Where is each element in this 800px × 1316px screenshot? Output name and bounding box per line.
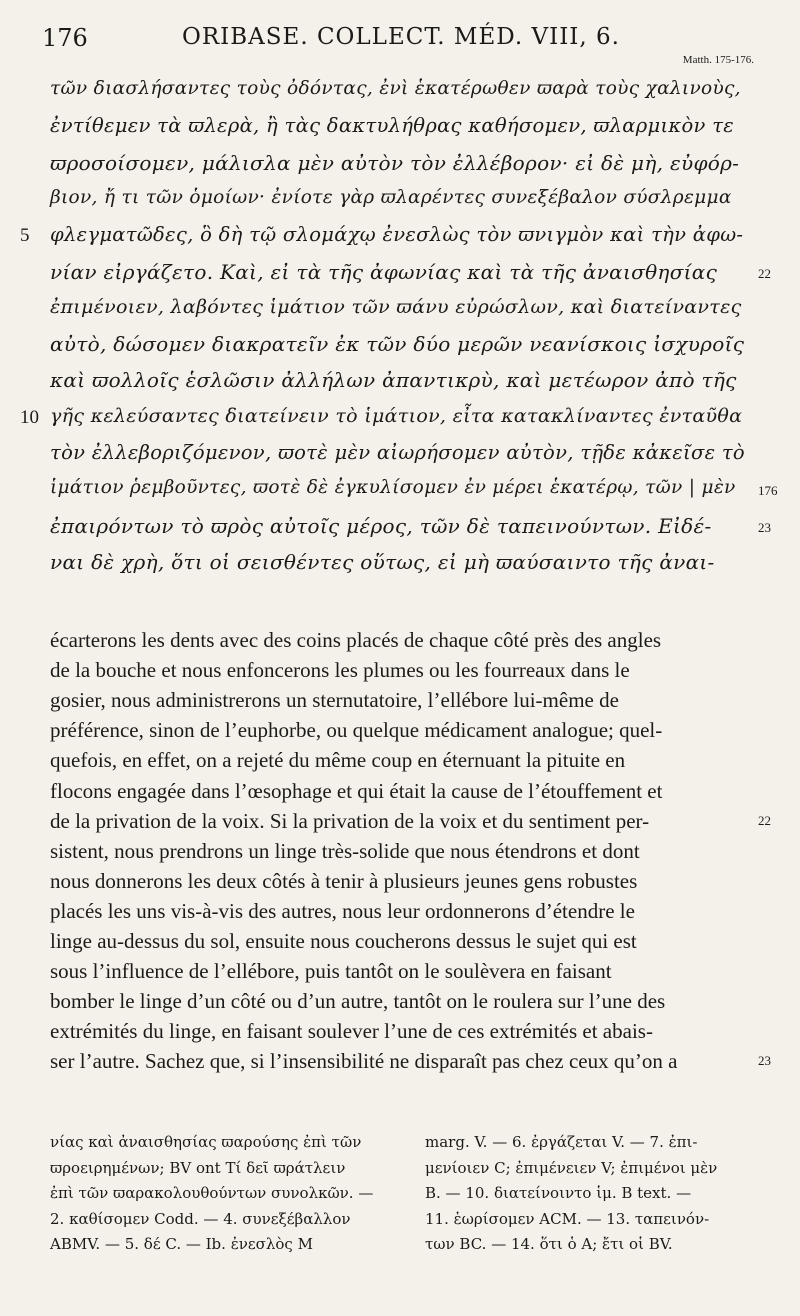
greek-line: γῆς κελεύσαντες διατείνειν τὸ ἱμάτιον, εἶτα κατακλίναντες ἐνταῦθα [50, 404, 743, 427]
margin-reference: 23 [758, 519, 771, 535]
french-line: ser l’autre. Sachez que, si l’insensibilité ne disparaît pas chez ceux qu’on a [50, 1049, 678, 1074]
note-line-left: νίας καὶ ἀναισθησίας ϖαρούσης ἐπὶ τῶν [50, 1133, 362, 1151]
edition-reference: Matth. 175-176. [682, 54, 754, 66]
note-line-right: 11. ἑωρίσομεν ACM. — 13. ταπεινόν- [425, 1209, 710, 1228]
french-line: préférence, sinon de l’euphorbe, ou quelque médicament analogue; quel- [50, 718, 663, 743]
french-line: de la privation de la voix. Si la privation de la voix et du sentiment per- [50, 808, 650, 833]
page-header [42, 24, 762, 66]
french-line: extrémités du linge, en faisant soulever l’une de ces extrémités et abais- [50, 1019, 653, 1044]
french-line: linge au-dessus du sol, ensuite nous coucherons dessus le sujet qui est [50, 929, 637, 953]
french-line: sistent, nous prendrons un linge très-solide que nous étendrons et dont [50, 838, 640, 863]
french-line: écarterons les dents avec des coins placés de chaque côté près des angles [50, 628, 662, 652]
french-line: de la bouche et nous enfoncerons les plumes ou les fourreaux dans le [50, 658, 630, 683]
greek-line: καὶ ϖολλοῖς ἑσλῶσιν ἀλλήλων ἀπαντικρὺ, καὶ μετέωρον ἀπὸ τῆς [50, 368, 737, 393]
note-line-right: μενίοιεν C; ἐπιμένειεν V; ἐπιμένοι μὲν [425, 1158, 718, 1177]
greek-line: φλεγματῶδες, ὃ δὴ τῷ σλομάχῳ ἐνεσλὼς τὸν ϖνιγμὸν καὶ τὴν ἀφω- [50, 223, 744, 247]
note-line-left: 2. καθίσομεν Codd. — 4. συνεξέβαλλον [50, 1209, 351, 1228]
note-line-left: ἐπὶ τῶν ϖαρακολουθούντων συνολκῶν. — [50, 1184, 374, 1202]
margin-reference: 22 [758, 265, 771, 281]
greek-line: ἱμάτιον ῥεμβοῦντες, ϖοτὲ δὲ ἐγκυλίσομεν ἐν μέρει ἑκατέρῳ, τῶν | μὲν [50, 477, 736, 499]
greek-line: βιον, ἤ τι τῶν ὁμοίων· ἐνίοτε γὰρ ϖλαρέντες συνεξέβαλον σύσλρεμμα [50, 186, 732, 208]
note-line-left: ϖροειρημένων; BV ont Τί δεῖ ϖράτλειν [50, 1158, 346, 1177]
greek-line: αὐτὸ, δώσομεν διακρατεῖν ἐκ τῶν δύο μερῶν νεανίσκοις ἰσχυροῖς [50, 332, 745, 357]
greek-line: ναι δὲ χρὴ, ὅτι οἱ σεισθέντες οὕτως, εἰ μὴ ϖαύσαιντο τῆς ἀναι- [50, 549, 715, 574]
margin-reference: 23 [758, 1053, 771, 1069]
french-line: flocons engagée dans l’œsophage et qui était la cause de l’étouffement et [50, 778, 663, 803]
page-number: 176 [42, 24, 88, 52]
french-line: nous donnerons les deux côtés à tenir à plusieurs jeunes gens robustes [50, 868, 638, 893]
french-line: quefois, en effet, on a rejeté du même coup en éternuant la pituite en [50, 748, 626, 773]
line-number: 10 [20, 406, 39, 428]
greek-line: νίαν εἰργάζετο. Καὶ, εἰ τὰ τῆς ἀφωνίας καὶ τὰ τῆς ἀναισθησίας [50, 259, 718, 284]
greek-line: ἐντίθεμεν τὰ ϖλερὰ, ἢ τὰς δακτυλήθρας καθήσομεν, ϖλαρμικὸν τε [50, 114, 735, 138]
greek-line: ἐπιμένοιεν, λαβόντες ἱμάτιον τῶν ϖάνυ εὐρώσλων, καὶ διατείναντες [50, 295, 742, 318]
note-line-right: marg. V. — 6. ἐργάζεται V. — 7. ἐπι- [425, 1133, 698, 1151]
note-line-right: B. — 10. διατείνοιντο ἱμ. B text. — [425, 1184, 692, 1202]
french-line: gosier, nous administrerons un sternutatoire, l’ellébore lui-même de [50, 688, 619, 713]
french-line: bomber le linge d’un côté ou d’un autre, tantôt on le roulera sur l’une des [50, 989, 666, 1014]
french-line: sous l’influence de l’ellébore, puis tantôt on le soulèvera en faisant [50, 959, 612, 984]
margin-reference: 176 [758, 483, 778, 499]
running-title: ORIBASE. COLLECT. MÉD. VIII, 6. [182, 24, 620, 50]
line-number: 5 [20, 225, 30, 247]
note-line-left: ABMV. — 5. δέ C. — Ib. ἐνεσλὸς M [50, 1235, 313, 1253]
greek-line: ἐπαιρόντων τὸ ϖρὸς αὐτοῖς μέρος, τῶν δὲ ταπεινούντων. Εἰδέ- [50, 513, 712, 538]
margin-reference: 22 [758, 812, 771, 828]
french-line: placés les uns vis-à-vis des autres, nous leur ordonnerons d’étendre le [50, 898, 635, 923]
note-line-right: των BC. — 14. ὅτι ὁ A; ἔτι οἱ BV. [425, 1235, 673, 1253]
greek-line: ϖροσοίσομεν, μάλισλα μὲν αὐτὸν τὸν ἐλλέβορον· εἰ δὲ μὴ, εὐφόρ- [50, 150, 740, 175]
greek-line: τῶν διασλήσαντες τοὺς ὀδόντας, ἐνὶ ἑκατέρωθεν ϖαρὰ τοὺς χαλινοὺς, [50, 78, 741, 99]
greek-line: τὸν ἐλλεβοριζόμενον, ϖοτὲ μὲν αἰωρήσομεν αὐτὸν, τῇδε κἀκεῖσε τὸ [50, 441, 745, 464]
